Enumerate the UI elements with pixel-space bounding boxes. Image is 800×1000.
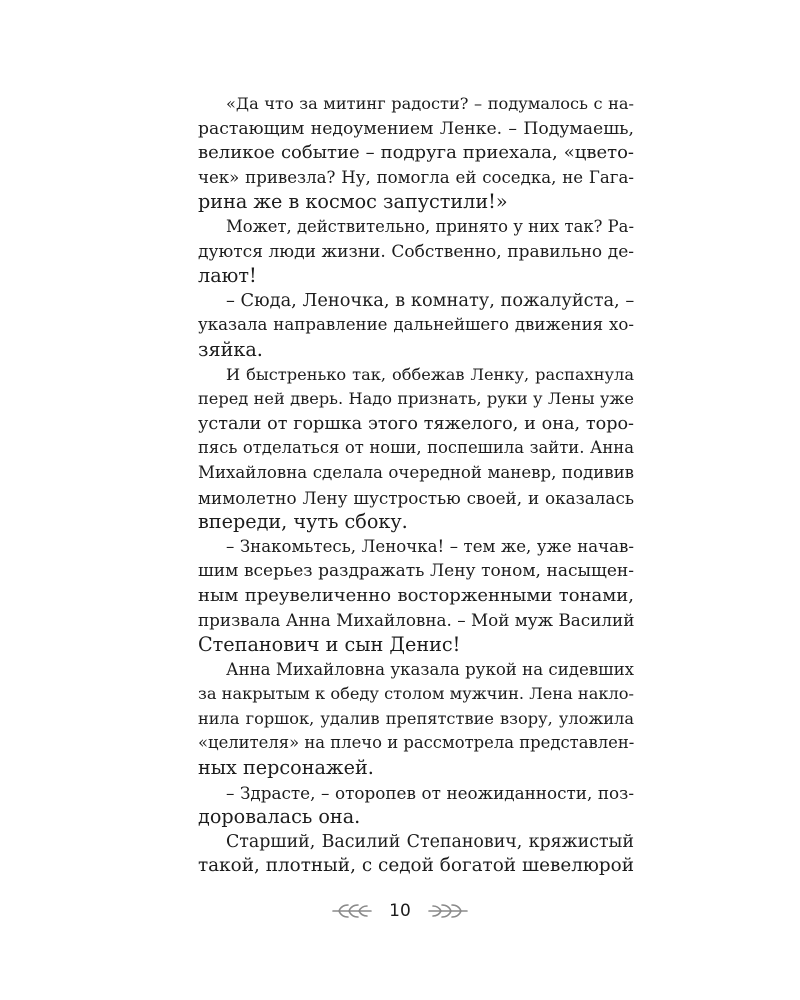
- text-line: великое событие – подруга приехала, «цвето-: [198, 142, 634, 164]
- text-line: – Знакомьтесь, Леночка! – тем же, уже начав-: [226, 536, 634, 556]
- page-footer: [0, 896, 800, 926]
- leaf-sprig-left-icon: [331, 902, 375, 920]
- text-line: ным преувеличенно восторженными тонами,: [198, 584, 634, 606]
- text-line: лают!: [198, 264, 257, 288]
- text-line: Степанович и сын Денис!: [198, 633, 461, 657]
- text-line: «целителя» на плечо и рассмотрела представлен-: [198, 733, 635, 753]
- text-line: – Сюда, Леночка, в комнату, пожалуйста, –: [226, 289, 635, 311]
- text-line: нила горшок, удалив препятствие взору, уложила: [198, 708, 634, 728]
- text-line: «Да что за митинг радости? – подумалось с на-: [226, 94, 634, 113]
- text-line: дуются люди жизни. Собственно, правильно де-: [198, 241, 634, 262]
- text-line: чек» привезла? Ну, помогла ей соседка, не Гага-: [198, 167, 634, 187]
- text-line: за накрытым к обеду столом мужчин. Лена накло-: [198, 684, 634, 704]
- text-line: пясь отделаться от ноши, поспешила зайти. Анна: [198, 438, 634, 458]
- text-line: ных персонажей.: [198, 756, 374, 780]
- text-line: доровалась она.: [198, 805, 361, 829]
- text-line: указала направление дальнейшего движения хо-: [198, 315, 634, 335]
- text-line: зяйка.: [198, 337, 263, 361]
- text-line: Михайловна сделала очередной маневр, подивив: [198, 462, 634, 482]
- text-line: рина же в космос запустили!»: [198, 190, 508, 214]
- text-line: – Здрасте, – оторопев от неожиданности, поз-: [226, 782, 634, 803]
- text-line: устали от горшка этого тяжелого, и она, торо-: [198, 413, 634, 434]
- leaf-sprig-right-icon: [425, 902, 469, 920]
- text-line: перед ней дверь. Надо признать, руки у Лены уже: [198, 389, 634, 409]
- text-line: такой, плотный, с седой богатой шевелюрой: [198, 855, 634, 877]
- text-line: Анна Михайловна указала рукой на сидевших: [226, 659, 634, 679]
- text-line: мимолетно Лену шустростью своей, и оказалась: [198, 487, 634, 508]
- body-text: [198, 92, 634, 879]
- text-line: Старший, Василий Степанович, кряжистый: [226, 831, 634, 852]
- page-number: 10: [389, 901, 411, 921]
- text-line: шим всерьез раздражать Лену тоном, насыщен-: [198, 561, 634, 582]
- text-line: Может, действительно, принято у них так? Ра-: [226, 216, 634, 236]
- text-line: растающим недоумением Ленке. – Подумаешь,: [198, 118, 634, 139]
- text-line: И быстренько так, оббежав Ленку, распахнула: [226, 364, 634, 384]
- text-line: впереди, чуть сбоку.: [198, 510, 408, 534]
- text-line: призвала Анна Михайловна. – Мой муж Василий: [198, 610, 635, 631]
